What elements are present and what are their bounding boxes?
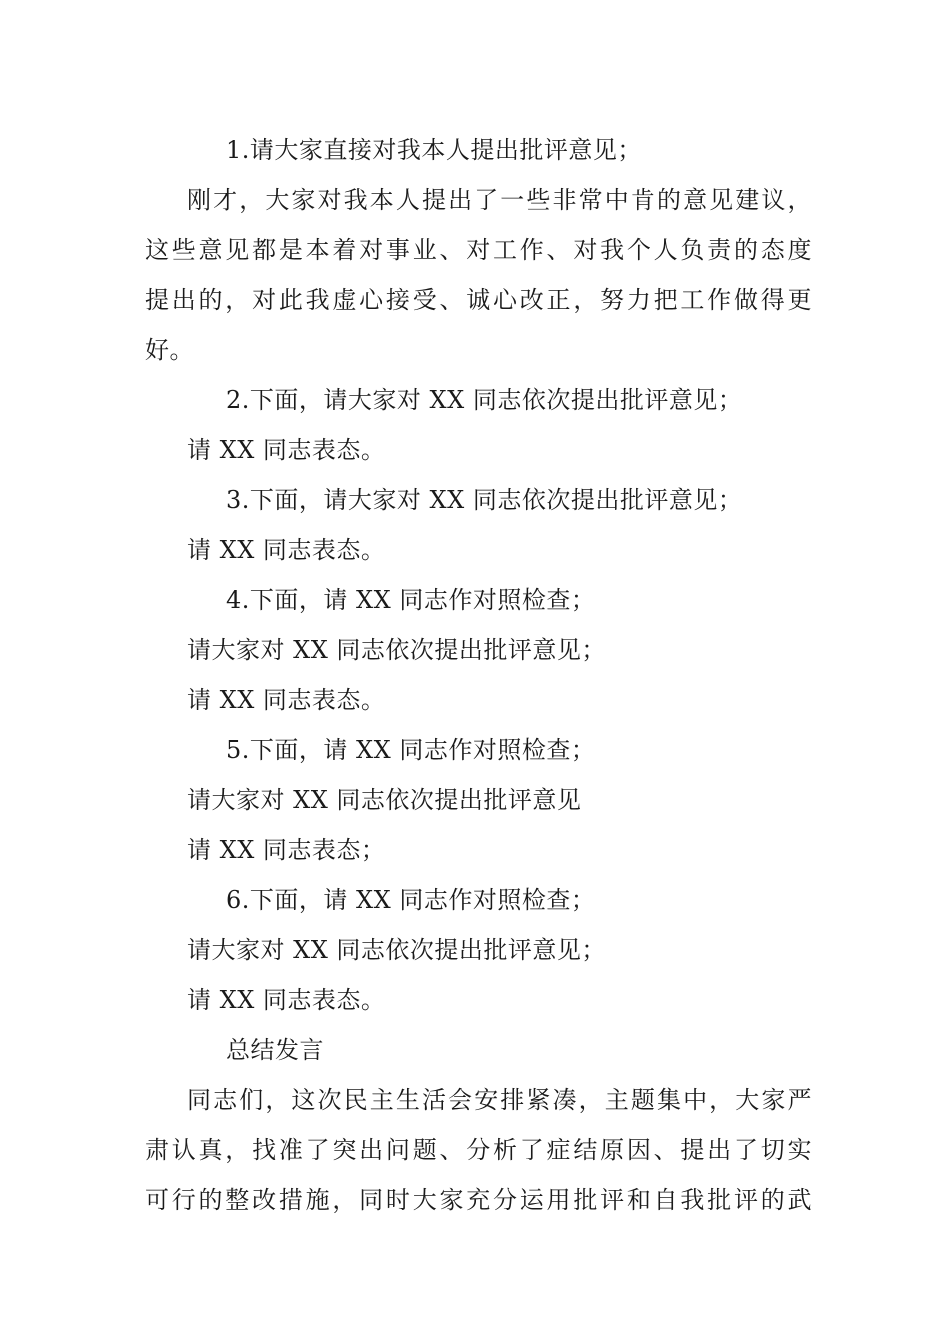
item-2-statement: 请 XX 同志表态。 [187, 436, 386, 464]
item-5-statement: 请 XX 同志表态； [187, 836, 386, 864]
item-6-critique: 请大家对 XX 同志依次提出批评意见； [187, 936, 606, 964]
item-5-heading: 5.下面，请 XX 同志作对照检查； [226, 736, 596, 764]
item-6-statement: 请 XX 同志表态。 [187, 986, 386, 1014]
paragraph-1-line-1: 刚才，大家对我本人提出了一些非常中肯的意见建议， [187, 186, 812, 214]
paragraph-1-line-3: 提出的，对此我虚心接受、诚心改正，努力把工作做得更 [145, 286, 812, 314]
item-3-statement: 请 XX 同志表态。 [187, 536, 386, 564]
paragraph-1-line-2: 这些意见都是本着对事业、对工作、对我个人负责的态度 [145, 236, 812, 264]
summary-heading: 总结发言 [226, 1036, 324, 1064]
item-6-heading: 6.下面，请 XX 同志作对照检查； [226, 886, 596, 914]
item-5-critique: 请大家对 XX 同志依次提出批评意见 [187, 786, 582, 814]
item-4-critique: 请大家对 XX 同志依次提出批评意见； [187, 636, 606, 664]
item-2-heading: 2.下面，请大家对 XX 同志依次提出批评意见； [226, 386, 743, 414]
item-4-statement: 请 XX 同志表态。 [187, 686, 386, 714]
item-3-heading: 3.下面，请大家对 XX 同志依次提出批评意见； [226, 486, 743, 514]
item-1-heading: 1.请大家直接对我本人提出批评意见； [226, 136, 642, 164]
summary-line-3: 可行的整改措施，同时大家充分运用批评和自我批评的武 [145, 1186, 812, 1214]
summary-line-1: 同志们，这次民主生活会安排紧凑，主题集中，大家严 [187, 1086, 812, 1114]
summary-line-2: 肃认真，找准了突出问题、分析了症结原因、提出了切实 [145, 1136, 812, 1164]
item-4-heading: 4.下面，请 XX 同志作对照检查； [226, 586, 596, 614]
paragraph-1-line-4: 好。 [145, 336, 194, 364]
